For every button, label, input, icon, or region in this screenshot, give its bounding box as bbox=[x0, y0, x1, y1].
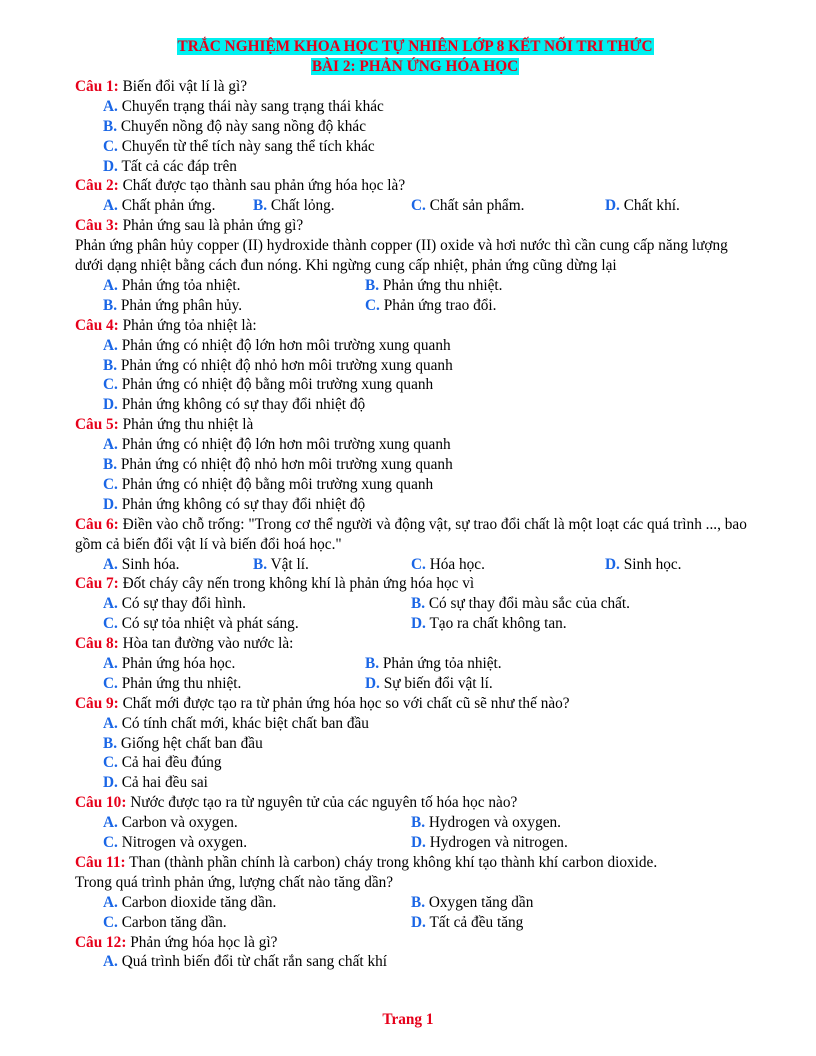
option-row bbox=[75, 555, 755, 575]
answer-option[interactable] bbox=[103, 952, 387, 972]
answer-option[interactable] bbox=[103, 435, 451, 455]
option-letter: D. bbox=[103, 396, 118, 414]
answer-option[interactable] bbox=[103, 753, 222, 773]
option-text: Phản ứng có nhiệt độ lớn hơn môi trường xung quanh bbox=[121, 436, 451, 454]
option-text: Phản ứng có nhiệt độ nhỏ hơn môi trường xung quanh bbox=[120, 456, 453, 474]
option-letter: D. bbox=[103, 495, 118, 513]
question-text: Chất được tạo thành sau phản ứng hóa học là? bbox=[122, 177, 406, 195]
option-row bbox=[75, 137, 755, 157]
option-row bbox=[75, 833, 755, 853]
question-stem bbox=[75, 853, 683, 893]
option-row bbox=[75, 495, 755, 515]
answer-option[interactable] bbox=[411, 614, 567, 634]
question-block bbox=[75, 216, 755, 316]
question-stem bbox=[75, 77, 755, 97]
option-letter: A. bbox=[103, 276, 118, 294]
option-text: Chuyển nồng độ này sang nồng độ khác bbox=[120, 117, 366, 135]
option-text: Chất sản phẩm. bbox=[429, 197, 525, 215]
option-text: Chất lỏng. bbox=[270, 197, 335, 215]
option-text: Carbon và oxygen. bbox=[121, 814, 238, 832]
question-block bbox=[75, 694, 755, 793]
answer-option[interactable] bbox=[365, 654, 502, 674]
option-letter: B. bbox=[365, 655, 380, 672]
option-text: Phản ứng thu nhiệt. bbox=[121, 674, 242, 692]
option-text: Sự biến đổi vật lí. bbox=[383, 674, 493, 692]
document-title: TRẮC NGHIỆM KHOA HỌC TỰ NHIÊN LỚP 8 KẾT NỐI TRI THỨC bbox=[177, 38, 653, 55]
option-letter: D. bbox=[411, 615, 426, 633]
answer-option[interactable] bbox=[103, 594, 246, 614]
answer-option[interactable] bbox=[103, 654, 235, 674]
option-text: Phản ứng thu nhiệt. bbox=[382, 276, 503, 294]
option-text: Có sự thay đổi hình. bbox=[121, 595, 246, 613]
option-letter: D. bbox=[103, 157, 118, 175]
option-letter: B. bbox=[103, 734, 118, 752]
option-row bbox=[75, 455, 755, 475]
answer-option[interactable] bbox=[103, 475, 433, 495]
option-text: Phản ứng có nhiệt độ nhỏ hơn môi trường xung quanh bbox=[120, 356, 453, 374]
question-text: Than (thành phần chính là carbon) cháy trong không khí tạo thành khí carbon dioxide. Trong quá trình phản ứng, lượng chất nào tăng dần? bbox=[75, 853, 658, 891]
option-text: Phản ứng tỏa nhiệt. bbox=[382, 655, 502, 672]
answer-option[interactable] bbox=[103, 555, 180, 575]
question-stem bbox=[75, 694, 755, 714]
option-row bbox=[75, 336, 755, 356]
option-text: Chất phản ứng. bbox=[121, 197, 216, 215]
question-stem bbox=[75, 933, 755, 953]
answer-option[interactable] bbox=[103, 773, 208, 793]
question-text: Biến đổi vật lí là gì? bbox=[122, 78, 248, 95]
option-row bbox=[75, 435, 755, 455]
answer-option[interactable] bbox=[605, 555, 682, 575]
question-block bbox=[75, 415, 755, 514]
option-row bbox=[75, 475, 755, 495]
option-text: Quá trình biến đổi từ chất rắn sang chất khí bbox=[121, 953, 387, 971]
answer-option[interactable] bbox=[103, 495, 365, 515]
question-block bbox=[75, 515, 755, 575]
question-number: Câu 8: bbox=[75, 635, 119, 653]
answer-option[interactable] bbox=[103, 336, 451, 356]
option-letter: B. bbox=[253, 197, 268, 215]
option-text: Carbon dioxide tăng dần. bbox=[121, 893, 277, 911]
document-page bbox=[75, 37, 755, 972]
option-letter: A. bbox=[103, 814, 118, 832]
option-letter: A. bbox=[103, 555, 118, 573]
answer-option[interactable] bbox=[103, 276, 240, 296]
question-passage: Phản ứng phân hủy copper (II) hydroxide thành copper (II) oxide và hơi nước thì cần cung cấp năng lượng dưới dạng nhiệt bằng cách đun nóng. Khi ngừng cung cấp nhiệt, phản ứng cũng dừng lại bbox=[75, 237, 728, 275]
option-letter: C. bbox=[103, 376, 118, 394]
option-row bbox=[75, 813, 755, 833]
question-stem bbox=[75, 316, 755, 336]
question-text: Phản ứng sau là phản ứng gì? bbox=[122, 217, 304, 235]
option-letter: C. bbox=[411, 197, 426, 215]
answer-option[interactable] bbox=[103, 893, 276, 913]
option-row bbox=[75, 893, 755, 913]
option-letter: A. bbox=[103, 436, 118, 454]
option-letter: A. bbox=[103, 336, 118, 354]
option-letter: D. bbox=[605, 197, 620, 215]
question-number: Câu 7: bbox=[75, 575, 119, 593]
answer-option[interactable] bbox=[103, 913, 227, 933]
option-text: Hóa học. bbox=[429, 555, 485, 573]
option-text: Có sự tỏa nhiệt và phát sáng. bbox=[121, 615, 299, 633]
option-letter: D. bbox=[365, 674, 380, 692]
answer-option[interactable] bbox=[253, 555, 309, 575]
option-row bbox=[75, 773, 755, 793]
option-text: Phản ứng hóa học. bbox=[121, 655, 236, 672]
option-text: Phản ứng trao đổi. bbox=[383, 296, 497, 314]
question-block bbox=[75, 933, 755, 973]
option-letter: C. bbox=[103, 834, 118, 852]
option-letter: C. bbox=[103, 615, 118, 633]
answer-option[interactable] bbox=[365, 674, 493, 694]
answer-option[interactable] bbox=[103, 157, 237, 177]
option-letter: B. bbox=[103, 356, 118, 374]
option-letter: B. bbox=[103, 117, 118, 135]
option-text: Phản ứng có nhiệt độ bằng môi trường xung quanh bbox=[121, 475, 434, 493]
option-letter: C. bbox=[103, 913, 118, 931]
question-block bbox=[75, 77, 755, 176]
option-text: Có sự thay đổi màu sắc của chất. bbox=[428, 595, 631, 613]
option-row bbox=[75, 276, 755, 296]
option-row bbox=[75, 296, 755, 316]
option-text: Vật lí. bbox=[270, 555, 309, 573]
option-row bbox=[75, 913, 755, 933]
answer-option[interactable] bbox=[103, 375, 433, 395]
option-text: Hydrogen và oxygen. bbox=[428, 814, 561, 832]
question-number: Câu 2: bbox=[75, 177, 119, 195]
question-stem bbox=[75, 216, 755, 236]
answer-option[interactable] bbox=[103, 734, 263, 754]
answer-option[interactable] bbox=[253, 196, 335, 216]
option-row bbox=[75, 753, 755, 773]
option-letter: A. bbox=[103, 97, 118, 115]
question-number: Câu 11: bbox=[75, 853, 126, 871]
option-text: Chất khí. bbox=[623, 197, 680, 215]
answer-option[interactable] bbox=[103, 117, 366, 137]
option-letter: B. bbox=[411, 814, 426, 832]
option-text: Chuyển trạng thái này sang trạng thái khác bbox=[121, 97, 384, 115]
answer-option[interactable] bbox=[365, 296, 497, 316]
option-text: Phản ứng có nhiệt độ lớn hơn môi trường xung quanh bbox=[121, 336, 451, 354]
question-number: Câu 12: bbox=[75, 933, 127, 951]
question-number: Câu 4: bbox=[75, 316, 119, 334]
question-stem bbox=[75, 574, 755, 594]
option-letter: C. bbox=[411, 555, 426, 573]
option-letter: A. bbox=[103, 953, 118, 971]
option-text: Oxygen tăng dần bbox=[428, 893, 534, 911]
answer-option[interactable] bbox=[103, 97, 384, 117]
answer-option[interactable] bbox=[103, 674, 241, 694]
answer-option[interactable] bbox=[103, 395, 365, 415]
option-row bbox=[75, 614, 755, 634]
answer-option[interactable] bbox=[411, 813, 561, 833]
question-text: Đốt cháy cây nến trong không khí là phản ứng hóa học vì bbox=[122, 575, 475, 593]
option-letter: C. bbox=[103, 137, 118, 155]
option-letter: A. bbox=[103, 655, 118, 672]
option-letter: B. bbox=[411, 893, 426, 911]
question-block bbox=[75, 853, 755, 933]
option-text: Tạo ra chất không tan. bbox=[429, 615, 567, 633]
page-number: Trang 1 bbox=[382, 1011, 434, 1028]
option-letter: D. bbox=[411, 834, 426, 852]
question-text: Hòa tan đường vào nước là: bbox=[122, 635, 294, 653]
answer-option[interactable] bbox=[103, 196, 215, 216]
option-text: Phản ứng tỏa nhiệt. bbox=[121, 276, 241, 294]
option-row bbox=[75, 97, 755, 117]
option-letter: C. bbox=[103, 674, 118, 692]
option-text: Chuyển từ thể tích này sang thể tích khác bbox=[121, 137, 375, 155]
answer-option[interactable] bbox=[103, 455, 453, 475]
question-number: Câu 3: bbox=[75, 217, 119, 235]
answer-option[interactable] bbox=[103, 356, 453, 376]
question-text: Điền vào chỗ trống: "Trong cơ thể người và động vật, sự trao đổi chất là một loạt các quá trình ..., bao gồm cả biến đổi vật lí và biến đổi hoá học." bbox=[75, 515, 747, 553]
option-row bbox=[75, 157, 755, 177]
answer-option[interactable] bbox=[411, 893, 533, 913]
answer-option[interactable] bbox=[103, 714, 369, 734]
question-list bbox=[75, 77, 755, 972]
option-letter: A. bbox=[103, 197, 118, 215]
answer-option[interactable] bbox=[103, 137, 375, 157]
question-stem bbox=[75, 634, 755, 654]
answer-option[interactable] bbox=[103, 813, 238, 833]
answer-option[interactable] bbox=[365, 276, 502, 296]
question-stem bbox=[75, 793, 755, 813]
question-block bbox=[75, 176, 755, 216]
option-text: Hydrogen và nitrogen. bbox=[429, 834, 568, 852]
option-text: Phản ứng phân hủy. bbox=[120, 296, 243, 314]
option-text: Tất cả các đáp trên bbox=[121, 157, 237, 175]
option-letter: D. bbox=[411, 913, 426, 931]
question-text: Phản ứng hóa học là gì? bbox=[130, 933, 278, 951]
option-row bbox=[75, 196, 755, 216]
option-row bbox=[75, 375, 755, 395]
option-letter: D. bbox=[605, 555, 620, 573]
question-number: Câu 5: bbox=[75, 416, 119, 434]
option-letter: C. bbox=[365, 296, 380, 314]
question-block bbox=[75, 793, 755, 853]
question-text: Phản ứng thu nhiệt là bbox=[122, 416, 254, 434]
option-row bbox=[75, 734, 755, 754]
option-row bbox=[75, 654, 755, 674]
option-text: Phản ứng có nhiệt độ bằng môi trường xung quanh bbox=[121, 376, 434, 394]
question-stem bbox=[75, 415, 755, 435]
option-text: Cả hai đều đúng bbox=[121, 754, 222, 772]
answer-option[interactable] bbox=[103, 833, 247, 853]
question-number: Câu 9: bbox=[75, 694, 119, 712]
option-row bbox=[75, 952, 755, 972]
option-letter: B. bbox=[411, 595, 426, 613]
answer-option[interactable] bbox=[411, 555, 485, 575]
option-text: Cả hai đều sai bbox=[121, 774, 208, 792]
question-block bbox=[75, 634, 755, 694]
option-letter: C. bbox=[103, 754, 118, 772]
option-letter: B. bbox=[253, 555, 268, 573]
question-text: Chất mới được tạo ra từ phản ứng hóa học so với chất cũ sẽ như thế nào? bbox=[122, 694, 570, 712]
question-stem bbox=[75, 176, 755, 196]
option-text: Tất cả đều tăng bbox=[429, 913, 524, 931]
option-text: Carbon tăng dần. bbox=[121, 913, 227, 931]
question-number: Câu 10: bbox=[75, 794, 127, 812]
option-letter: A. bbox=[103, 595, 118, 613]
question-text: Nước được tạo ra từ nguyên tử của các nguyên tố hóa học nào? bbox=[130, 794, 518, 812]
question-text: Phản ứng tỏa nhiệt là: bbox=[122, 316, 257, 334]
option-letter: B. bbox=[103, 296, 118, 314]
option-letter: A. bbox=[103, 893, 118, 911]
option-row bbox=[75, 356, 755, 376]
question-stem bbox=[75, 515, 755, 555]
option-row bbox=[75, 117, 755, 137]
question-number: Câu 1: bbox=[75, 78, 119, 95]
question-block bbox=[75, 574, 755, 634]
option-letter: C. bbox=[103, 475, 118, 493]
answer-option[interactable] bbox=[411, 833, 568, 853]
document-subtitle: BÀI 2: PHẢN ỨNG HÓA HỌC bbox=[311, 58, 519, 75]
option-row bbox=[75, 594, 755, 614]
option-text: Nitrogen và oxygen. bbox=[121, 834, 248, 852]
answer-option[interactable] bbox=[605, 196, 680, 216]
question-number: Câu 6: bbox=[75, 515, 119, 533]
answer-option[interactable] bbox=[411, 913, 523, 933]
answer-option[interactable] bbox=[103, 296, 242, 316]
option-letter: D. bbox=[103, 774, 118, 792]
question-block bbox=[75, 316, 755, 415]
option-letter: A. bbox=[103, 714, 118, 732]
option-row bbox=[75, 714, 755, 734]
option-text: Giống hệt chất ban đầu bbox=[120, 734, 263, 752]
answer-option[interactable] bbox=[411, 196, 524, 216]
option-text: Sinh hóa. bbox=[121, 555, 180, 573]
option-letter: B. bbox=[365, 276, 380, 294]
option-text: Sinh học. bbox=[623, 555, 682, 573]
answer-option[interactable] bbox=[411, 594, 630, 614]
option-text: Phản ứng không có sự thay đổi nhiệt độ bbox=[121, 495, 366, 513]
answer-option[interactable] bbox=[103, 614, 299, 634]
option-letter: B. bbox=[103, 456, 118, 474]
option-text: Có tính chất mới, khác biệt chất ban đầu bbox=[121, 714, 369, 732]
option-row bbox=[75, 674, 755, 694]
option-row bbox=[75, 395, 755, 415]
option-text: Phản ứng không có sự thay đổi nhiệt độ bbox=[121, 396, 366, 414]
